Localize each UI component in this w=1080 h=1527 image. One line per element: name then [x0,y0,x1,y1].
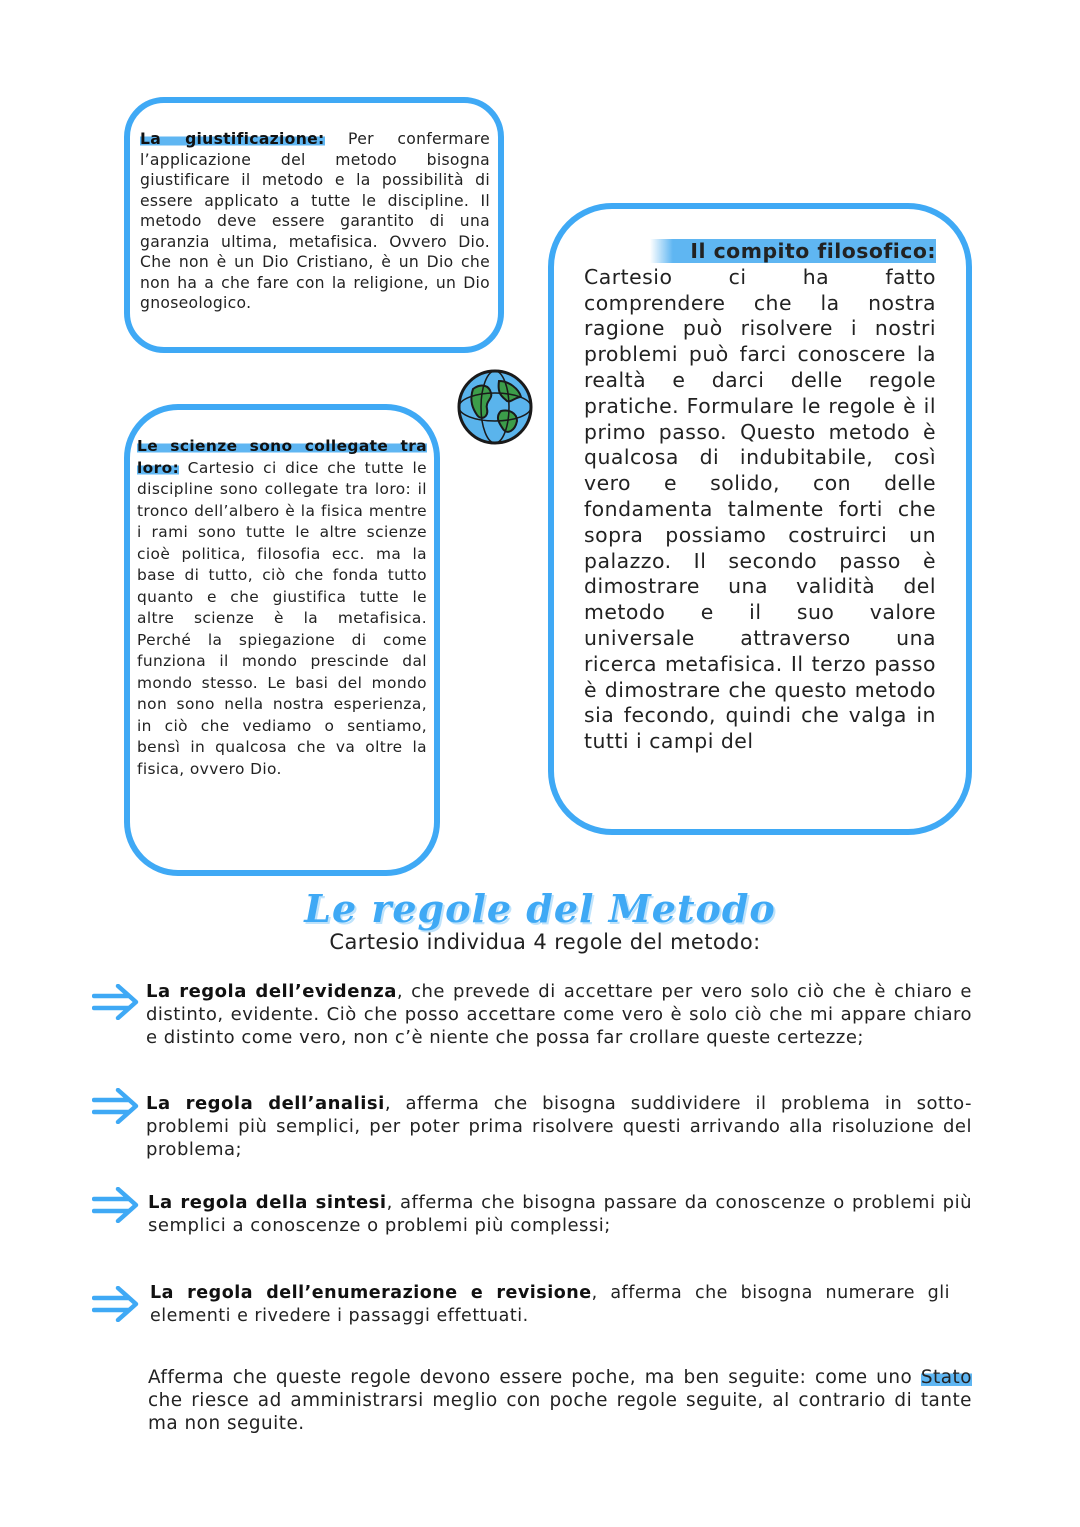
rule-item-analisi [92,1092,972,1162]
rule-name: La regola dell’enumerazione e revisione [150,1283,592,1303]
rule-item-enumerazione [92,1282,972,1332]
card-giustificazione-body: Per confermare l’applicazione del metodo bisogna giustificare il metodo e la possibilità di essere applicato a tutte le discipline. Il metodo deve essere garantito di una garanzia ultima, metafisica. Ovvero Dio. Che non è un Dio Cristiano, è un Dio che non ha a che fare con la religione, un Dio gnoseologico. [140,130,490,312]
card-giustificazione-heading: La giustificazione: [140,130,325,148]
card-scienze-collegate [124,404,440,876]
rule-description: , afferma che bisogna numerare gli elementi e rivedere i passaggi effettuati. [150,1283,950,1326]
card-giustificazione-text [140,129,490,314]
double-arrow-right-icon [92,1187,140,1223]
closing-highlight: Stato [920,1367,972,1388]
rule-name: La regola dell’evidenza [146,981,397,1002]
closing-text-start: Afferma che queste regole devono essere poche, ma ben seguite: come uno [148,1367,921,1388]
closing-paragraph [148,1366,972,1435]
rule-name: La regola della sintesi [148,1192,387,1213]
card-compito-text [584,239,936,755]
closing-text-end: che riesce ad amministrarsi meglio con poche regole seguite, al contrario di tante ma non seguite. [148,1390,972,1434]
section-subtitle: Cartesio individua 4 regole del metodo: [329,930,761,954]
card-compito-filosofico [548,203,972,835]
globe-icon [455,367,535,447]
rule-description: , afferma che bisogna passare da conoscenze o problemi più semplici a conoscenze o problemi più complessi; [148,1192,973,1236]
rule-text [150,1282,950,1328]
rule-text [146,1092,972,1161]
rule-description: , afferma che bisogna suddividere il problema in sotto-problemi più semplici, per poter prima risolvere questi arrivando alla risoluzione del problema; [146,1093,973,1160]
card-compito-body: Cartesio ci ha fatto comprendere che la nostra ragione può risolvere i nostri problemi può farci conoscere la realtà e darci delle regole pratiche. Formulare le regole è il primo passo. Questo metodo è qualcosa di indubitabile, così vero e solido, con delle fondamenta talmente forti che sopra possiamo costruirci un palazzo. Il secondo passo è dimostrare una validità del metodo e il suo valore universale attraverso una ricerca metafisica. Il terzo passo è dimostrare che questo metodo sia fecondo, quindi che valga in tutti i campi del [584,264,936,754]
rule-text [146,980,972,1049]
card-compito-heading-line [584,239,936,265]
double-arrow-right-icon [92,1286,140,1322]
card-giustificazione [124,97,504,353]
card-scienze-body: Cartesio ci dice che tutte le discipline sono collegate tra loro: il tronco dell’albero è la fisica mentre i rami sono tutte le altre scienze cioè politica, filosofia ecc. ma la base di tutto, ciò che fonda tutto quanto e che giustifica tutte le altre scienze è la metafisica. Perché la spiegazione di come funziona il mondo prescinde dal mondo stesso. Le basi del mondo non sono nella nostra esperienza, in ciò che vediamo o sentiamo, bensì in qualcosa che va oltre la fisica, ovvero Dio. [137,458,427,778]
double-arrow-right-icon [92,984,140,1020]
rule-item-sintesi [92,1191,972,1241]
rule-item-evidenza [92,980,972,1070]
card-scienze-heading: Le scienze sono collegate tra loro: [137,437,427,477]
rule-description: , che prevede di accettare per vero solo ciò che è chiaro e distinto, evidente. Ciò che posso accettare come vero è solo ciò che mi appare chiaro e distinto come vero, non c’è niente che possa far crollare queste certezze; [146,981,972,1048]
rule-name: La regola dell’analisi [146,1093,385,1114]
card-compito-heading: Il compito filosofico: [650,239,936,263]
card-scienze-text [137,436,427,780]
rule-text [148,1191,972,1237]
section-title: Le regole del Metodo [304,886,776,931]
double-arrow-right-icon [92,1088,140,1124]
